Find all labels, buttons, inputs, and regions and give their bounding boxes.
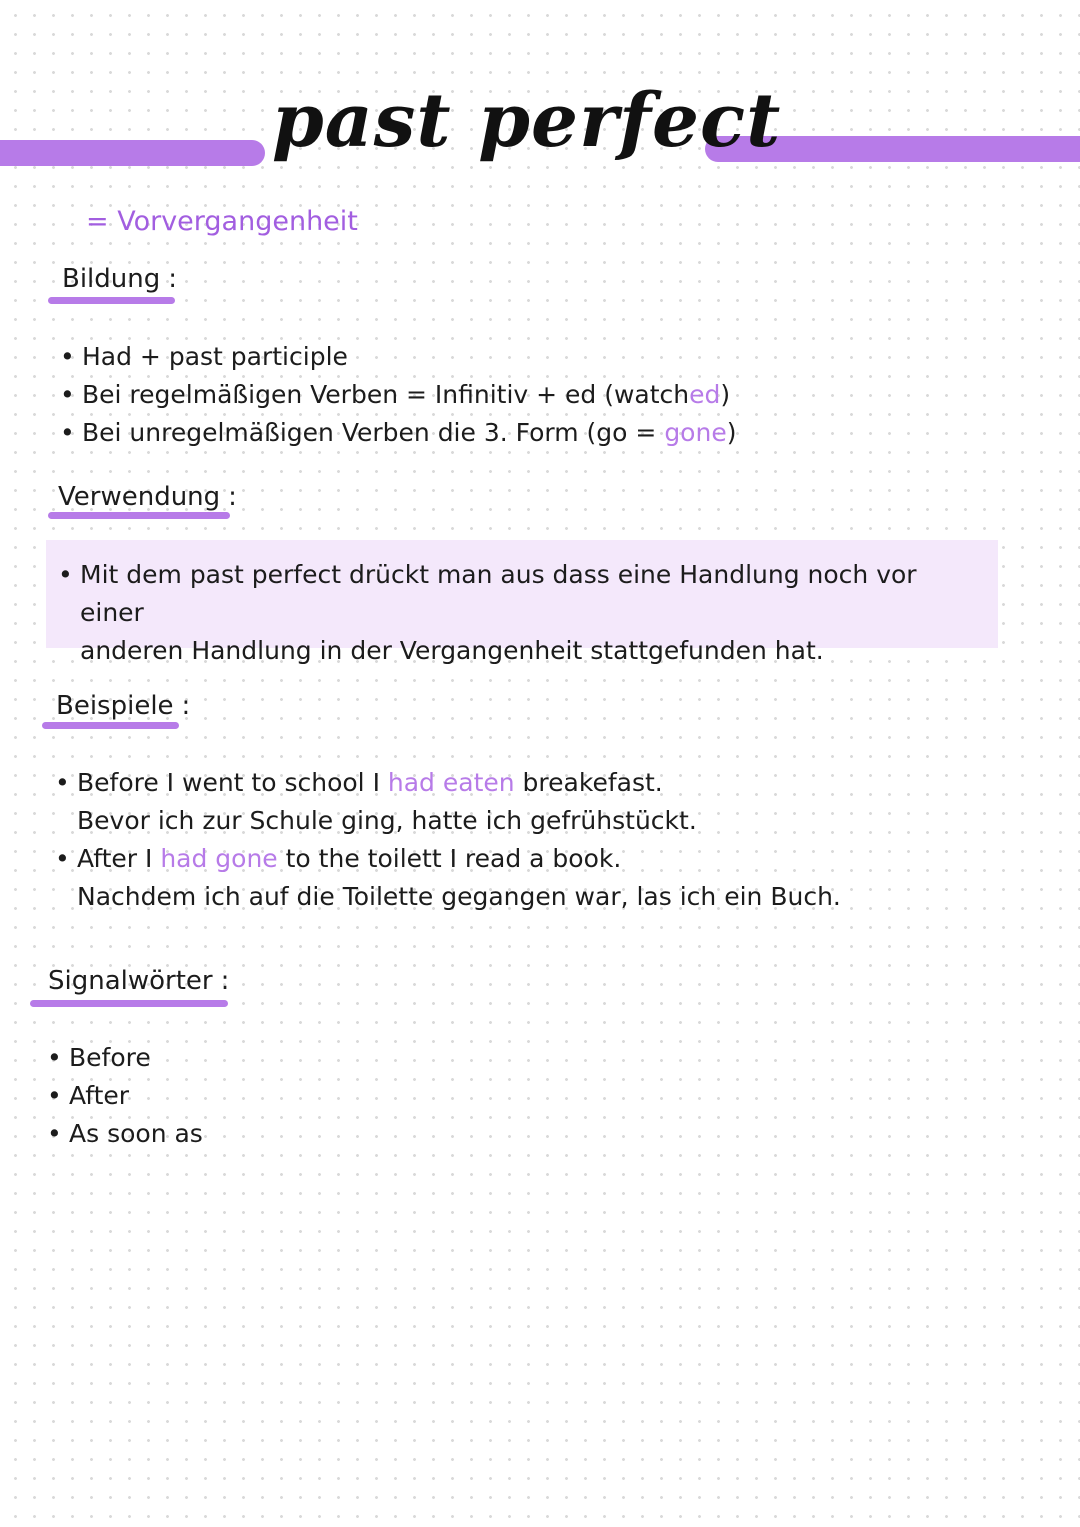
bildung-item-2-end: ) (720, 380, 731, 409)
signalwort-1-text: Before (69, 1043, 151, 1072)
beispiele-list (55, 764, 841, 916)
heading-beispiele-text: Beispiele (56, 691, 174, 721)
page-title: past perfect (272, 78, 782, 164)
heading-signalwoerter-underline (30, 1000, 228, 1007)
page-subtitle: = Vorvergangenheit (86, 206, 358, 237)
heading-bildung-underline (48, 297, 175, 304)
beispiel-2-end: to the toilett I read a book. (277, 844, 622, 873)
beispiel-2-highlight: had gone (160, 844, 278, 873)
verwendung-item (58, 556, 986, 670)
verwendung-list (58, 556, 986, 670)
heading-signalwoerter (48, 966, 229, 996)
bildung-item-3-text: Bei unregelmäßigen Verben die 3. Form (go = (82, 418, 665, 447)
title-bar-left (0, 140, 265, 166)
bildung-list (60, 338, 736, 452)
bildung-item-1 (60, 338, 736, 376)
bildung-item-3-end: ) (726, 418, 737, 447)
signalwort-3-text: As soon as (69, 1119, 203, 1148)
verwendung-highlight-box (46, 540, 998, 665)
bildung-item-2 (60, 376, 736, 414)
heading-bildung-colon: : (168, 264, 178, 294)
beispiel-2-text: After I (77, 844, 161, 873)
verwendung-line-1: • Mit dem past perfect drückt man aus dass eine Handlung noch vor einer (80, 560, 917, 627)
heading-bildung-text: Bildung (62, 264, 161, 294)
bildung-item-3-highlight: gone (664, 418, 727, 447)
heading-signalwoerter-text: Signalwörter (48, 966, 213, 996)
heading-beispiele (56, 691, 190, 721)
heading-signalwoerter-colon: : (220, 966, 230, 996)
beispiel-1-highlight: had eaten (387, 768, 515, 797)
heading-verwendung-colon: : (228, 482, 237, 512)
bildung-item-2-text: Bei regelmäßigen Verben = Infinitiv + ed (watch (82, 380, 690, 409)
beispiel-item-2 (55, 840, 841, 916)
heading-beispiele-colon: : (181, 691, 191, 721)
beispiel-1-translation: Bevor ich zur Schule ging, hatte ich gefrühstückt. (77, 806, 697, 835)
heading-bildung (62, 264, 177, 294)
beispiel-1-end: breakefast. (514, 768, 663, 797)
signalwoerter-list (47, 1039, 203, 1153)
bildung-item-1-text: Had + past participle (82, 342, 348, 371)
beispiel-2-translation: Nachdem ich auf die Toilette gegangen war, las ich ein Buch. (77, 882, 841, 911)
signalwort-2-text: After (69, 1081, 130, 1110)
heading-verwendung (58, 482, 237, 512)
bildung-item-2-highlight: ed (689, 380, 721, 409)
beispiel-1-text: Before I went to school I (77, 768, 388, 797)
heading-verwendung-underline (48, 512, 230, 519)
signalwort-item-3 (47, 1115, 203, 1153)
signalwort-item-1 (47, 1039, 203, 1077)
heading-beispiele-underline (42, 722, 179, 729)
verwendung-line-2: anderen Handlung in der Vergangenheit stattgefunden hat. (80, 636, 824, 665)
beispiel-item-1 (55, 764, 841, 840)
signalwort-item-2 (47, 1077, 203, 1115)
bildung-item-3 (60, 414, 736, 452)
heading-verwendung-text: Verwendung (58, 482, 221, 512)
